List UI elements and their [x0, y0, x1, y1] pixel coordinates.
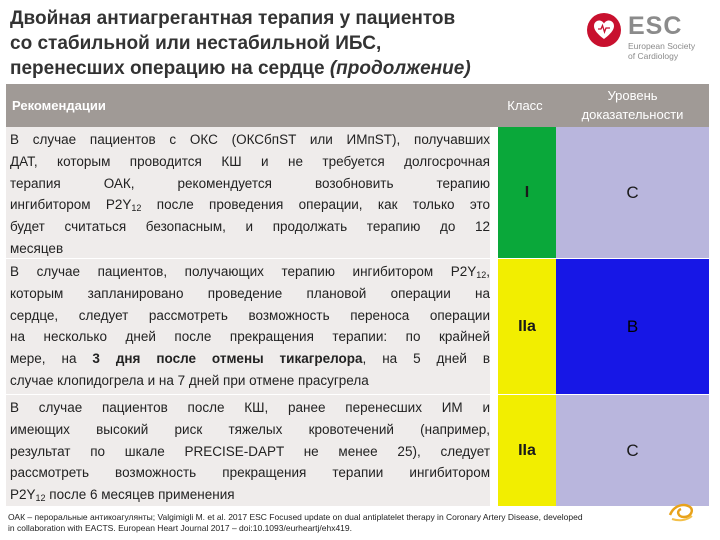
class-cell: IIa: [498, 395, 556, 506]
text-line: терапия ОАК, рекомендуется возобновить терапию: [10, 175, 490, 191]
header-level-line-2: доказательности: [581, 107, 684, 122]
text-line: на несколько дней после прекращения терапии: по крайней: [10, 329, 490, 345]
header-class: Класс: [507, 98, 543, 113]
table-header: [6, 84, 709, 127]
footnote-line-1: ОАК – пероральные антикоагулянты; Valgimigli M. et al. 2017 ESC Focused update on dual antiplatelet therapy in Coronary Artery Disease, developed: [8, 512, 583, 522]
header-level-line-1: Уровень: [607, 88, 658, 103]
table-row: [6, 127, 709, 258]
footnote: [8, 512, 698, 534]
text-line: В случае пациентов после КШ, ранее перенесших ИМ и: [10, 400, 490, 415]
recommendation-text: [6, 127, 490, 258]
title-continuation: (продолжение): [329, 58, 471, 79]
level-cell: C: [556, 127, 709, 258]
header-recommendations: Рекомендации: [12, 98, 106, 113]
text-line: сердце, следует рассмотреть возможность переноса операции: [10, 307, 490, 323]
text-line: которым запланировано проведение плановой операции на: [10, 285, 490, 301]
header-level: [556, 86, 709, 124]
class-cell: I: [498, 127, 556, 258]
title-line-1: Двойная антиагрегантная терапия у пациентов: [10, 8, 456, 29]
heart-icon: [586, 12, 622, 48]
text-line: имеющих высокий риск тяжелых кровотечений (например,: [10, 421, 490, 437]
page-title: [10, 6, 570, 81]
text-line: рассмотреть возможность прекращения терапии ингибитором: [10, 465, 490, 481]
recommendation-text: [6, 395, 490, 506]
text-line: В случае пациентов с ОКС (ОКСбпST или ИМпST), получавших: [10, 132, 490, 147]
title-line-3-main: перенесших операцию на сердце: [10, 58, 330, 79]
table-row: [6, 395, 709, 506]
title-line-3: [10, 56, 570, 81]
level-cell: B: [556, 259, 709, 394]
esc-logo: [586, 10, 710, 70]
text-line: случае клопидогрела и на 7 дней при отмене прасугрела: [10, 372, 369, 388]
recommendation-text: [6, 259, 490, 394]
footnote-line-2: in collaboration with EACTS. European Heart Journal 2017 – doi:10.1093/eurheartj/ehx419.: [8, 523, 352, 533]
text-line: ДАТ, которым проводится КШ и не требуется долгосрочная: [10, 153, 490, 169]
text-line: результат по шкале PRECISE-DAPT не менее 25), следует: [10, 443, 490, 459]
text-line: месяцев: [10, 240, 64, 256]
level-cell: C: [556, 395, 709, 506]
logo-sub-line-1: European Society: [628, 41, 696, 51]
table-row: [6, 259, 709, 394]
text-line: В случае пациентов, получающих терапию ингибитором $P2Y_{12}$,: [10, 264, 490, 280]
text-line: ингибитором $P2Y_{12}$ после проведения операции, как только это: [10, 197, 490, 214]
text-line: $P2Y_{12}$ после 6 месяцев применения: [10, 487, 235, 504]
text-line: будет считаться безопасным, и продолжать терапию до 12: [10, 219, 490, 235]
class-cell: IIa: [498, 259, 556, 394]
logo-sub-line-2: of Cardiology: [628, 50, 679, 61]
text-line: мере, на 3 дня после отмены тикагрелора, на 5 дней в: [10, 351, 491, 367]
logo-wordmark: ESC: [628, 12, 683, 40]
logo-subtitle: [628, 42, 710, 61]
title-line-2: со стабильной или нестабильной ИБС,: [10, 33, 382, 54]
